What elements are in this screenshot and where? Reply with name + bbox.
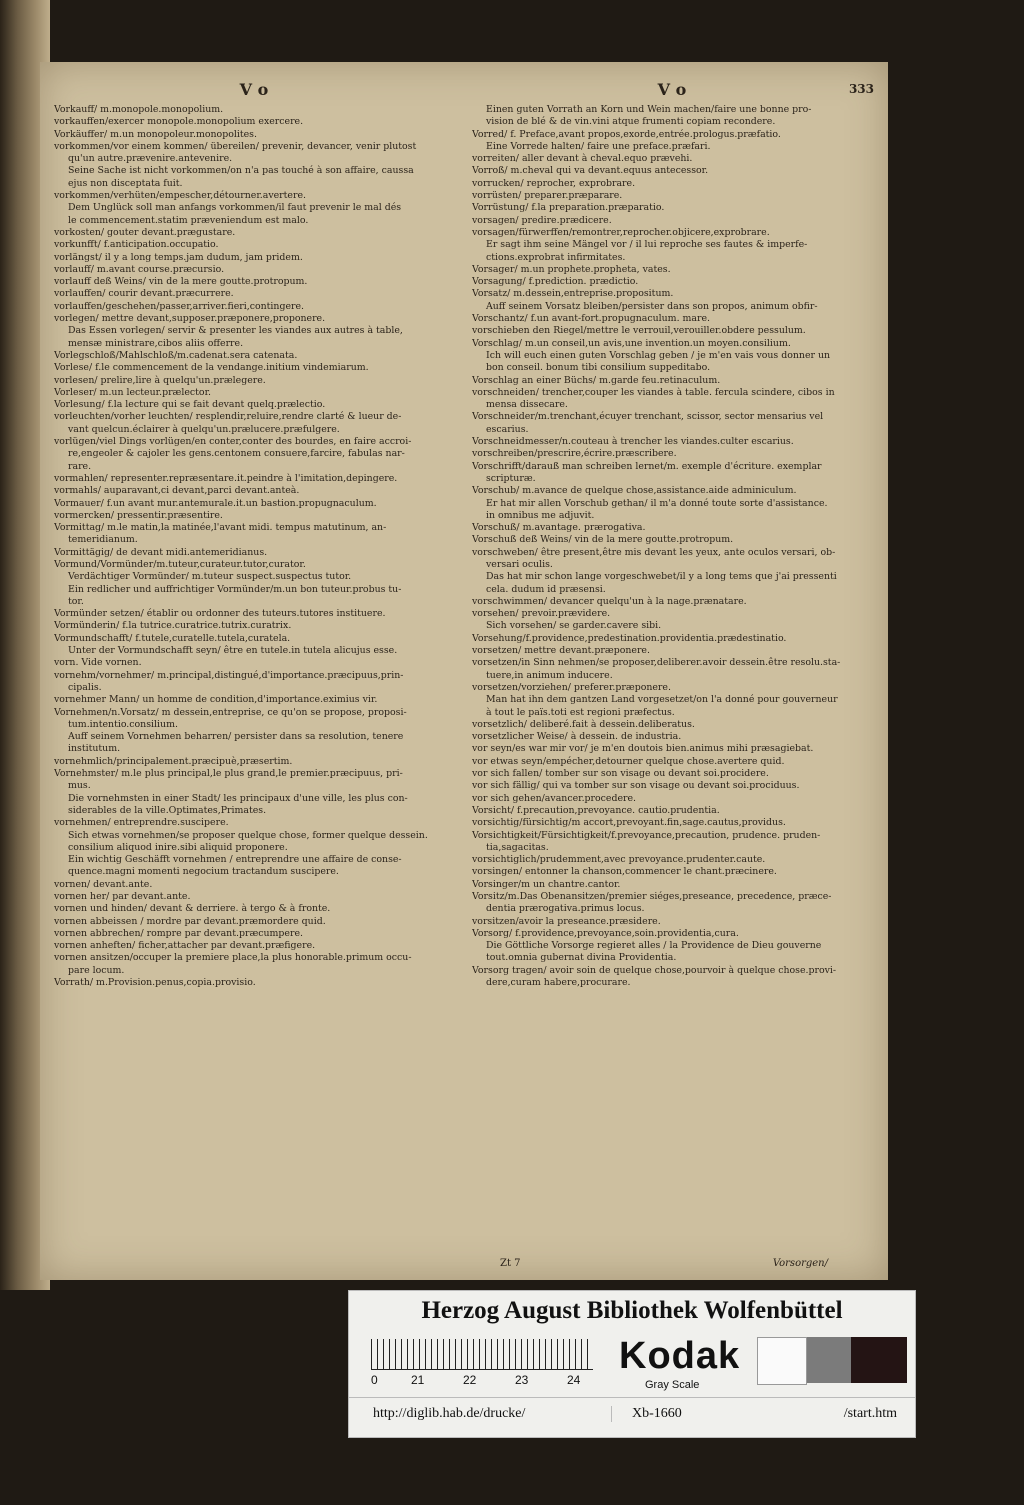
dictionary-entry: scripturæ.: [486, 472, 536, 484]
dictionary-entry: vornen und hinden/ devant & derriere. à tergo & à fronte.: [54, 903, 331, 915]
dictionary-entry: vorrüsten/ preparer.præparare.: [472, 190, 623, 202]
dictionary-entry: vorkunfft/ f.anticipation.occupatio.: [54, 239, 219, 251]
dictionary-entry: vorsehen/ prevoir.prævidere.: [472, 608, 611, 620]
dictionary-entry: Vormauer/ f.un avant mur.antemurale.it.un bastion.propugnaculum.: [54, 497, 377, 509]
dictionary-entry: Vorsichtigkeit/Fürsichtigkeit/f.prevoyance,precaution, prudence. pruden-: [472, 829, 821, 841]
kodak-logo: Kodak: [619, 1335, 741, 1377]
dictionary-entry: Vorschantz/ f.un avant-fort.propugnaculum. mare.: [472, 313, 711, 325]
gray-patch: [807, 1337, 851, 1383]
dictionary-entry: vor sich gehen/avancer.procedere.: [472, 792, 637, 804]
white-patch: [757, 1337, 807, 1385]
dictionary-entry: vorsetzen/ mettre devant.præponere.: [472, 645, 650, 657]
dictionary-entry: Vorleser/ m.un lecteur.prælector.: [54, 386, 211, 398]
dictionary-entry: vorlauffen/ courir devant.præcurrere.: [54, 288, 234, 300]
dictionary-entry: Vormundschafft/ f.tutele,curatelle.tutela,curatela.: [54, 632, 291, 644]
dictionary-entry: Dem Unglück soll man anfangs vorkommen/il faut prevenir le mal dés: [68, 202, 402, 214]
dictionary-entry: dere,curam habere,procurare.: [486, 977, 631, 989]
dictionary-entry: Vorsorg/ f.providence,prevoyance,soin.providentia,cura.: [472, 927, 739, 939]
left-running-head: V o: [239, 80, 269, 99]
ruler-number: 23: [515, 1373, 529, 1387]
dictionary-entry: vant quelcun.éclairer à quelqu'un.prælucere.præfulgere.: [68, 423, 340, 435]
dictionary-entry: vorsetzen/in Sinn nehmen/se proposer,deliberer.avoir dessein.être resolu.sta-: [472, 657, 841, 669]
dictionary-entry: bon conseil. bonum tibi consilium suppeditabo.: [486, 362, 711, 374]
dictionary-entry: vormahlen/ representer.repræsentare.it.peindre à l'imitation,depingere.: [54, 472, 398, 484]
dictionary-entry: rare.: [68, 460, 92, 472]
dictionary-entry: vorlesen/ prelire,lire à quelqu'un.prælegere.: [54, 374, 266, 386]
left-entry-list: [54, 104, 454, 989]
source-url: http://diglib.hab.de/drucke/: [373, 1406, 526, 1421]
dictionary-entry: vornen anheften/ ficher,attacher par devant.præfigere.: [54, 940, 316, 952]
dictionary-entry: Vormünderin/ f.la tutrice.curatrice.tutrix.curatrix.: [54, 620, 292, 632]
dictionary-entry: Vornehmen/n.Vorsatz/ m dessein,entreprise, ce qu'on se propose, proposi-: [54, 706, 407, 718]
card-divider: [349, 1397, 915, 1398]
dictionary-entry: Seine Sache ist nicht vorkommen/on n'a pas touché à son affaire, caussa: [68, 165, 414, 177]
dictionary-entry: Auff seinem Vorsatz bleiben/persister dans son propos, animum obfir-: [486, 300, 818, 312]
dictionary-entry: vornehm/vornehmer/ m.principal,distingué,d'importance.præcipuus,prin-: [54, 669, 404, 681]
dictionary-entry: Vorkauff/ m.monopole.monopolium.: [54, 104, 224, 115]
dictionary-entry: Das hat mir schon lange vorgeschwebet/il y a long tems que j'ai pressenti: [486, 571, 837, 583]
dictionary-entry: institutum.: [68, 743, 121, 755]
dictionary-entry: vorkommen/vor einem kommen/ übereilen/ prevenir, devancer, venir plutost: [54, 140, 417, 152]
dictionary-entry: vorlügen/viel Dings vorlügen/en conter,conter des bourdes, en faire accroi-: [54, 436, 412, 448]
dictionary-entry: le commencement.statim præveniendum est malo.: [68, 214, 309, 226]
black-patch: [851, 1337, 907, 1383]
dictionary-entry: vorlauff/ m.avant course.præcursio.: [54, 263, 225, 275]
dictionary-entry: vornen/ devant.ante.: [54, 878, 153, 890]
ruler-number: 22: [463, 1373, 477, 1387]
dictionary-entry: Vorlesung/ f.la lecture qui se fait devant quelq.prælectio.: [54, 399, 326, 411]
dictionary-entry: cipalis.: [68, 681, 102, 693]
dictionary-entry: vornehmlich/principalement.præcipuè,præsertim.: [54, 755, 293, 767]
dictionary-entry: Vorkäuffer/ m.un monopoleur.monopolites.: [54, 128, 257, 140]
dictionary-entry: Vorschuß deß Weins/ vin de la mere goutte.protropum.: [472, 534, 734, 546]
dictionary-entry: Vorroß/ m.cheval qui va devant.equus antecessor.: [472, 165, 709, 177]
dictionary-entry: Vormittägig/ de devant midi.antemeridianus.: [54, 546, 268, 558]
dictionary-entry: mensa dissecare.: [486, 399, 568, 411]
dictionary-entry: vorsetzen/vorziehen/ preferer.præponere.: [472, 681, 671, 693]
dictionary-entry: Sich etwas vornehmen/se proposer quelque chose, former quelque dessein.: [68, 829, 428, 841]
dictionary-entry: vorsagen/fürwerffen/remontrer,reprocher.objicere,exprobrare.: [472, 226, 770, 238]
dictionary-entry: Ein wichtig Geschäfft vornehmen / entreprendre une affaire de conse-: [68, 854, 402, 866]
dictionary-entry: vornehmen/ entreprendre.suscipere.: [54, 817, 229, 829]
dictionary-entry: Vorschlag/ m.un conseil,un avis,une invention.un moyen.consilium.: [472, 337, 791, 349]
dictionary-entry: vorlegen/ mettre devant,supposer.præponere,proponere.: [54, 313, 326, 325]
dictionary-entry: temeridianum.: [68, 534, 138, 546]
dictionary-entry: tuere,in animum inducere.: [486, 669, 613, 681]
dictionary-entry: dentia prærogativa.primus locus.: [486, 903, 645, 915]
dictionary-entry: Vormund/Vormünder/m.tuteur,curateur.tutor,curator.: [54, 558, 306, 570]
dictionary-entry: vorlängst/ il y a long temps.jam dudum, jam pridem.: [54, 251, 303, 263]
dictionary-entry: Vorrüstung/ f.la preparation.præparatio.: [472, 202, 665, 214]
dictionary-entry: Man hat ihn dem gantzen Land vorgesetzet/on l'a donné pour gouverneur: [486, 694, 838, 706]
dictionary-entry: vorkommen/verhüten/empescher,détourner.avertere.: [54, 190, 306, 202]
dictionary-entry: Vorsitz/m.Das Obenansitzen/premier siéges,preseance, precedence, præce-: [472, 891, 832, 902]
dictionary-entry: vorreiten/ aller devant à cheval.equo prævehi.: [472, 153, 693, 165]
dictionary-entry: Unter der Vormundschafft seyn/ être en tutele.in tutela alicujus esse.: [68, 645, 398, 657]
dictionary-entry: Vorschneidmesser/n.couteau à trencher les viandes.culter escarius.: [472, 436, 794, 448]
dictionary-entry: Vorschub/ m.avance de quelque chose,assistance.aide adminiculum.: [472, 485, 797, 497]
dictionary-entry: vorn. Vide vornen.: [54, 657, 142, 669]
dictionary-entry: vision de blé & de vin.vini atque frumenti copiam recondere.: [486, 116, 776, 128]
dictionary-entry: Vormittag/ m.le matin,la matinée,l'avant midi. tempus matutinum, an-: [54, 522, 387, 534]
dictionary-entry: vornen abbrechen/ rompre par devant.præcumpere.: [54, 927, 303, 939]
dictionary-entry: vor etwas seyn/empécher,detourner quelque chose.avertere quid.: [472, 755, 785, 767]
dictionary-entry: Verdächtiger Vormünder/ m.tuteur suspect.suspectus tutor.: [68, 571, 352, 583]
dictionary-entry: Vorsorg tragen/ avoir soin de quelque chose,pourvoir à quelque chose.provi-: [472, 964, 837, 976]
dictionary-entry: vornen abbeissen / mordre par devant.præmordere quid.: [54, 915, 326, 927]
dictionary-entry: Vorlese/ f.le commencement de la vendange.initium vindemiarum.: [54, 362, 369, 374]
dictionary-entry: vorschieben den Riegel/mettre le verrouil,verouiller.obdere pessulum.: [472, 325, 806, 337]
dictionary-entry: Vornehmster/ m.le plus principal,le plus grand,le premier.præcipuus, pri-: [54, 768, 403, 780]
dictionary-entry: tout.omnia gubernat divina Providentia.: [486, 952, 677, 964]
dictionary-entry: Er hat mir allen Vorschub gethan/ il m'a donné toute sorte d'assistance.: [486, 497, 828, 509]
page-number: 333: [848, 82, 874, 96]
library-target-card: [348, 1290, 916, 1438]
dictionary-entry: vorsingen/ entonner la chanson,commencer le chant.præcinere.: [472, 866, 777, 878]
dictionary-entry: vorsetzlich/ deliberé.fait à dessein.deliberatus.: [472, 718, 695, 730]
dictionary-entry: Ich will euch einen guten Vorschlag geben / je m'en vais vous donner un: [486, 349, 831, 361]
dictionary-entry: Einen guten Vorrath an Korn und Wein machen/faire une bonne pro-: [486, 104, 812, 115]
dictionary-entry: vor sich fällig/ qui va tomber sur son visage ou devant soi.prociduus.: [472, 780, 800, 792]
dictionary-entry: quence.magni momenti negocium tractandum suscipere.: [68, 866, 339, 878]
dictionary-entry: Vorsatz/ m.dessein,entreprise.propositum.: [472, 288, 674, 300]
dictionary-entry: tor.: [68, 595, 84, 607]
dictionary-entry: Vorschrifft/darauß man schreiben lernet/m. exemple d'écriture. exemplar: [472, 460, 822, 472]
dictionary-entry: Vormünder setzen/ établir ou ordonner des tuteurs.tutores instituere.: [54, 608, 386, 620]
dictionary-entry: vorsetzlicher Weise/ à dessein. de industria.: [472, 731, 682, 743]
right-entry-list: [472, 104, 872, 989]
dictionary-entry: Ein redlicher und auffrichtiger Vormünder/m.un bon tuteur.probus tu-: [68, 583, 402, 595]
dictionary-entry: Vorlegschloß/Mahlschloß/m.cadenat.sera catenata.: [54, 349, 298, 361]
gray-scale-label: Gray Scale: [645, 1379, 700, 1391]
dictionary-entry: Vorsehung/f.providence,predestination.providentia.prædestinatio.: [472, 632, 787, 644]
dictionary-entry: mus.: [68, 780, 91, 792]
dictionary-entry: Eine Vorrede halten/ faire une preface.præfari.: [486, 140, 711, 152]
dictionary-entry: vorlauff deß Weins/ vin de la mere goutte.protropum.: [54, 276, 308, 288]
dictionary-entry: Vorschneider/m.trenchant,écuyer trenchant, scissor, sector mensarius vel: [472, 411, 824, 423]
book-page: [40, 62, 888, 1280]
dictionary-entry: ejus non disceptata fuit.: [68, 177, 183, 189]
ruler-number: 21: [411, 1373, 425, 1387]
dictionary-entry: siderables de la ville.Optimates,Primates.: [68, 804, 267, 816]
dictionary-entry: Vorrath/ m.Provision.penus,copia.provisio.: [54, 977, 256, 989]
dictionary-entry: vornen her/ par devant.ante.: [54, 891, 191, 902]
dictionary-entry: Er sagt ihm seine Mängel vor / il lui reproche ses fautes & imperfe-: [486, 239, 808, 251]
dictionary-entry: vorlauffen/geschehen/passer,arriver.fieri,contingere.: [54, 300, 305, 312]
dictionary-entry: escarius.: [486, 423, 529, 435]
dictionary-entry: vorkosten/ gouter devant.prægustare.: [54, 226, 236, 238]
dictionary-entry: versari oculis.: [486, 558, 553, 570]
start-link[interactable]: /start.htm: [843, 1406, 897, 1421]
dictionary-entry: vorleuchten/vorher leuchten/ resplendir,reluire,rendre clarté & lueur de-: [54, 411, 402, 423]
dictionary-entry: ctions.exprobrat infirmitates.: [486, 251, 626, 263]
dictionary-entry: qu'un autre.prævenire.antevenire.: [68, 153, 233, 165]
signature-mark: Zt 7: [500, 1258, 521, 1269]
right-running-head: V o: [657, 80, 687, 99]
dictionary-entry: Auff seinem Vornehmen beharren/ persister dans sa resolution, tenere: [68, 731, 404, 743]
scale-ruler: [371, 1339, 593, 1370]
dictionary-entry: in omnibus me adjuvit.: [486, 509, 595, 521]
dictionary-entry: vormahls/ auparavant,ci devant,parci devant.anteà.: [54, 485, 300, 497]
dictionary-entry: mensæ ministrare,cibos aliis offerre.: [68, 337, 244, 349]
shelfmark: Xb-1660: [611, 1406, 682, 1422]
dictionary-entry: Vorschuß/ m.avantage. prærogativa.: [472, 522, 646, 534]
dictionary-entry: cela. dudum id præsensi.: [486, 583, 606, 595]
dictionary-entry: consilium aliquod inire.sibi aliquid proponere.: [68, 841, 288, 853]
dictionary-entry: vorsagen/ predire.prædicere.: [472, 214, 612, 226]
dictionary-entry: pare locum.: [68, 964, 125, 976]
dictionary-entry: Vorsagung/ f.prediction. prædictio.: [472, 276, 639, 288]
dictionary-entry: Vorsicht/ f.precaution,prevoyance. cautio.prudentia.: [472, 804, 720, 816]
catchword: Vorsorgen/: [772, 1258, 828, 1269]
dictionary-entry: vornehmer Mann/ un homme de condition,d'importance.eximius vir.: [54, 694, 378, 706]
dictionary-entry: vorsichtig/fürsichtig/m accort,prevoyant.fin,sage.cautus,providus.: [472, 817, 786, 829]
ruler-number: 0: [371, 1373, 378, 1387]
dictionary-entry: vorschreiben/prescrire,écrire.præscribere.: [472, 448, 677, 460]
dictionary-entry: Vorsager/ m.un prophete.propheta, vates.: [472, 263, 671, 275]
dictionary-entry: vorkauffen/exercer monopole.monopolium exercere.: [54, 116, 304, 128]
dictionary-entry: vorrucken/ reprocher, exprobrare.: [472, 177, 636, 189]
library-name: Herzog August Bibliothek Wolfenbüttel: [421, 1297, 843, 1324]
dictionary-entry: tia,sagacitas.: [486, 841, 549, 853]
dictionary-entry: Die Göttliche Vorsorge regieret alles / la Providence de Dieu gouverne: [486, 940, 822, 952]
dictionary-entry: Vorred/ f. Preface,avant propos,exorde,entrée.prologus.præfatio.: [472, 128, 781, 140]
dictionary-entry: Vorschlag an einer Büchs/ m.garde feu.retinaculum.: [472, 374, 721, 386]
left-column: [54, 80, 454, 989]
dictionary-entry: vor seyn/es war mir vor/ je m'en doutois bien.animus mihi præsagiebat.: [472, 743, 814, 755]
dictionary-entry: re,engeoler & cajoler les gens.centonem consuere,farcire, fabulas nar-: [68, 448, 405, 460]
dictionary-entry: vormercken/ pressentir.præsentire.: [54, 509, 223, 521]
ruler-number: 24: [567, 1373, 581, 1387]
dictionary-entry: vorschwimmen/ devancer quelqu'un à la nage.prænatare.: [472, 595, 747, 607]
dictionary-entry: tum.intentio.consilium.: [68, 718, 178, 730]
dictionary-entry: Die vornehmsten in einer Stadt/ les principaux d'une ville, les plus con-: [68, 792, 408, 804]
dictionary-entry: vorschneiden/ trencher,couper les viandes à table. fercula scindere, cibos in: [472, 386, 835, 398]
dictionary-entry: Sich vorsehen/ se garder.cavere sibi.: [486, 620, 662, 632]
right-column: [472, 80, 872, 989]
dictionary-entry: à tout le païs.toti est regioni præfectus.: [486, 706, 675, 718]
dictionary-entry: vorsichtiglich/prudemment,avec prevoyance.prudenter.caute.: [472, 854, 766, 866]
dictionary-entry: Das Essen vorlegen/ servir & presenter les viandes aux autres à table,: [68, 325, 403, 337]
dictionary-entry: vornen ansitzen/occuper la premiere place,la plus honorable.primum occu-: [54, 952, 412, 964]
dictionary-entry: vor sich fallen/ tomber sur son visage ou devant soi.procidere.: [472, 768, 769, 780]
dictionary-entry: vorschweben/ être present,être mis devant les yeux, ante oculos versari, ob-: [472, 546, 836, 558]
dictionary-entry: Vorsinger/m un chantre.cantor.: [472, 878, 621, 890]
dictionary-entry: vorsitzen/avoir la preseance.præsidere.: [472, 915, 661, 927]
